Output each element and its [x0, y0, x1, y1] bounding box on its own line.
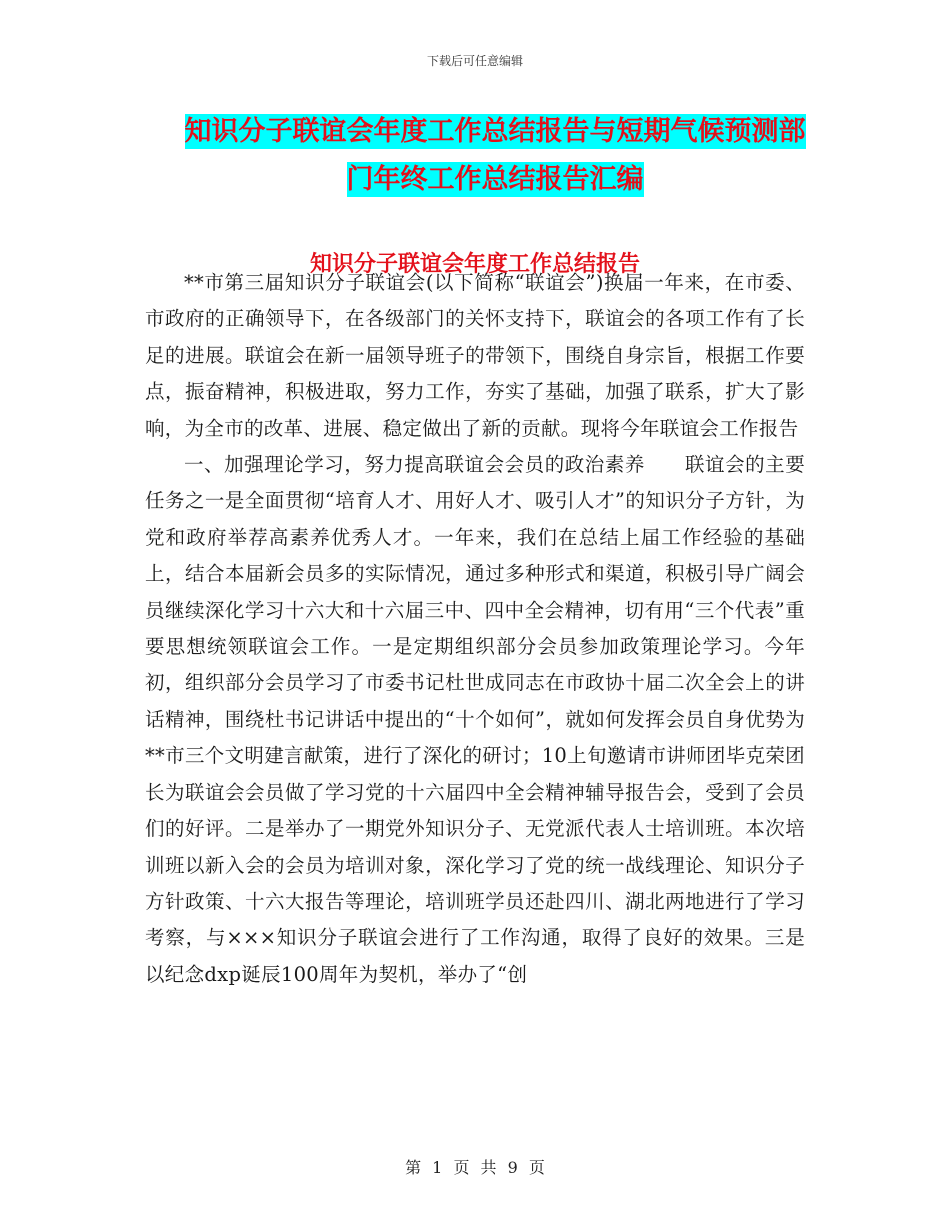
paragraph-intro: **市第三届知识分子联谊会(以下简称“联谊会”)换届一年来，在市委、市政府的正确领导下，在各级部门的关怀支持下，联谊会的各项工作有了长足的进展。联谊会在新一届领导班子的带领下，围绕自身宗旨，根据工作要点，振奋精神，积极进取，努力工作，夯实了基础，加强了联系，扩大了影响，为全市的改革、进展、稳定做出了新的贡献。现将今年联谊会工作报告 — [145, 271, 805, 440]
section-title: 知识分子联谊会年度工作总结报告 — [309, 252, 640, 277]
header-note: 下载后可任意编辑 — [426, 54, 523, 68]
document-title-line-1: 知识分子联谊会年度工作总结报告与短期气候预测部 — [184, 116, 806, 147]
page-footer: 第 1 页 共 9 页 — [405, 1158, 545, 1177]
paragraph-section-one: 一、加强理论学习，努力提高联谊会会员的政治素养 联谊会的主要任务之一是全面贯彻“培育人才、用好人才、吸引人才”的知识分子方针，为党和政府举荐高素养优秀人才。一年来，我们在总结上届工作经验的基础上，结合本届新会员多的实际情况，通过多种形式和渠道，积极引导广阔会员继续深化学习十六大和十六届三中、四中全会精神，切有用“三个代表”重要思想统领联谊会工作。一是定期组织部分会员参加政策理论学习。今年初，组织部分会员学习了市委书记杜世成同志在市政协十届二次全会上的讲话精神，围绕杜书记讲话中提出的“十个如何”，就如何发挥会员自身优势为**市三个文明建言献策，进行了深化的研讨；10上旬邀请市讲师团毕克荣团长为联谊会会员做了学习党的十六届四中全会精神辅导报告会，受到了会员们的好评。二是举办了一期党外知识分子、无党派代表人士培训班。本次培训班以新入会的会员为培训对象，深化学习了党的统一战线理论、知识分子方针政策、十六大报告等理论，培训班学员还赴四川、湖北两地进行了学习考察，与×××知识分子联谊会进行了工作沟通，取得了良好的效果。三是以纪念dxp诞辰100周年为契机，举办了“创 — [145, 453, 805, 986]
document-body — [145, 265, 805, 993]
document-title-line-2: 门年终工作总结报告汇编 — [346, 164, 644, 195]
document-title — [150, 108, 840, 204]
